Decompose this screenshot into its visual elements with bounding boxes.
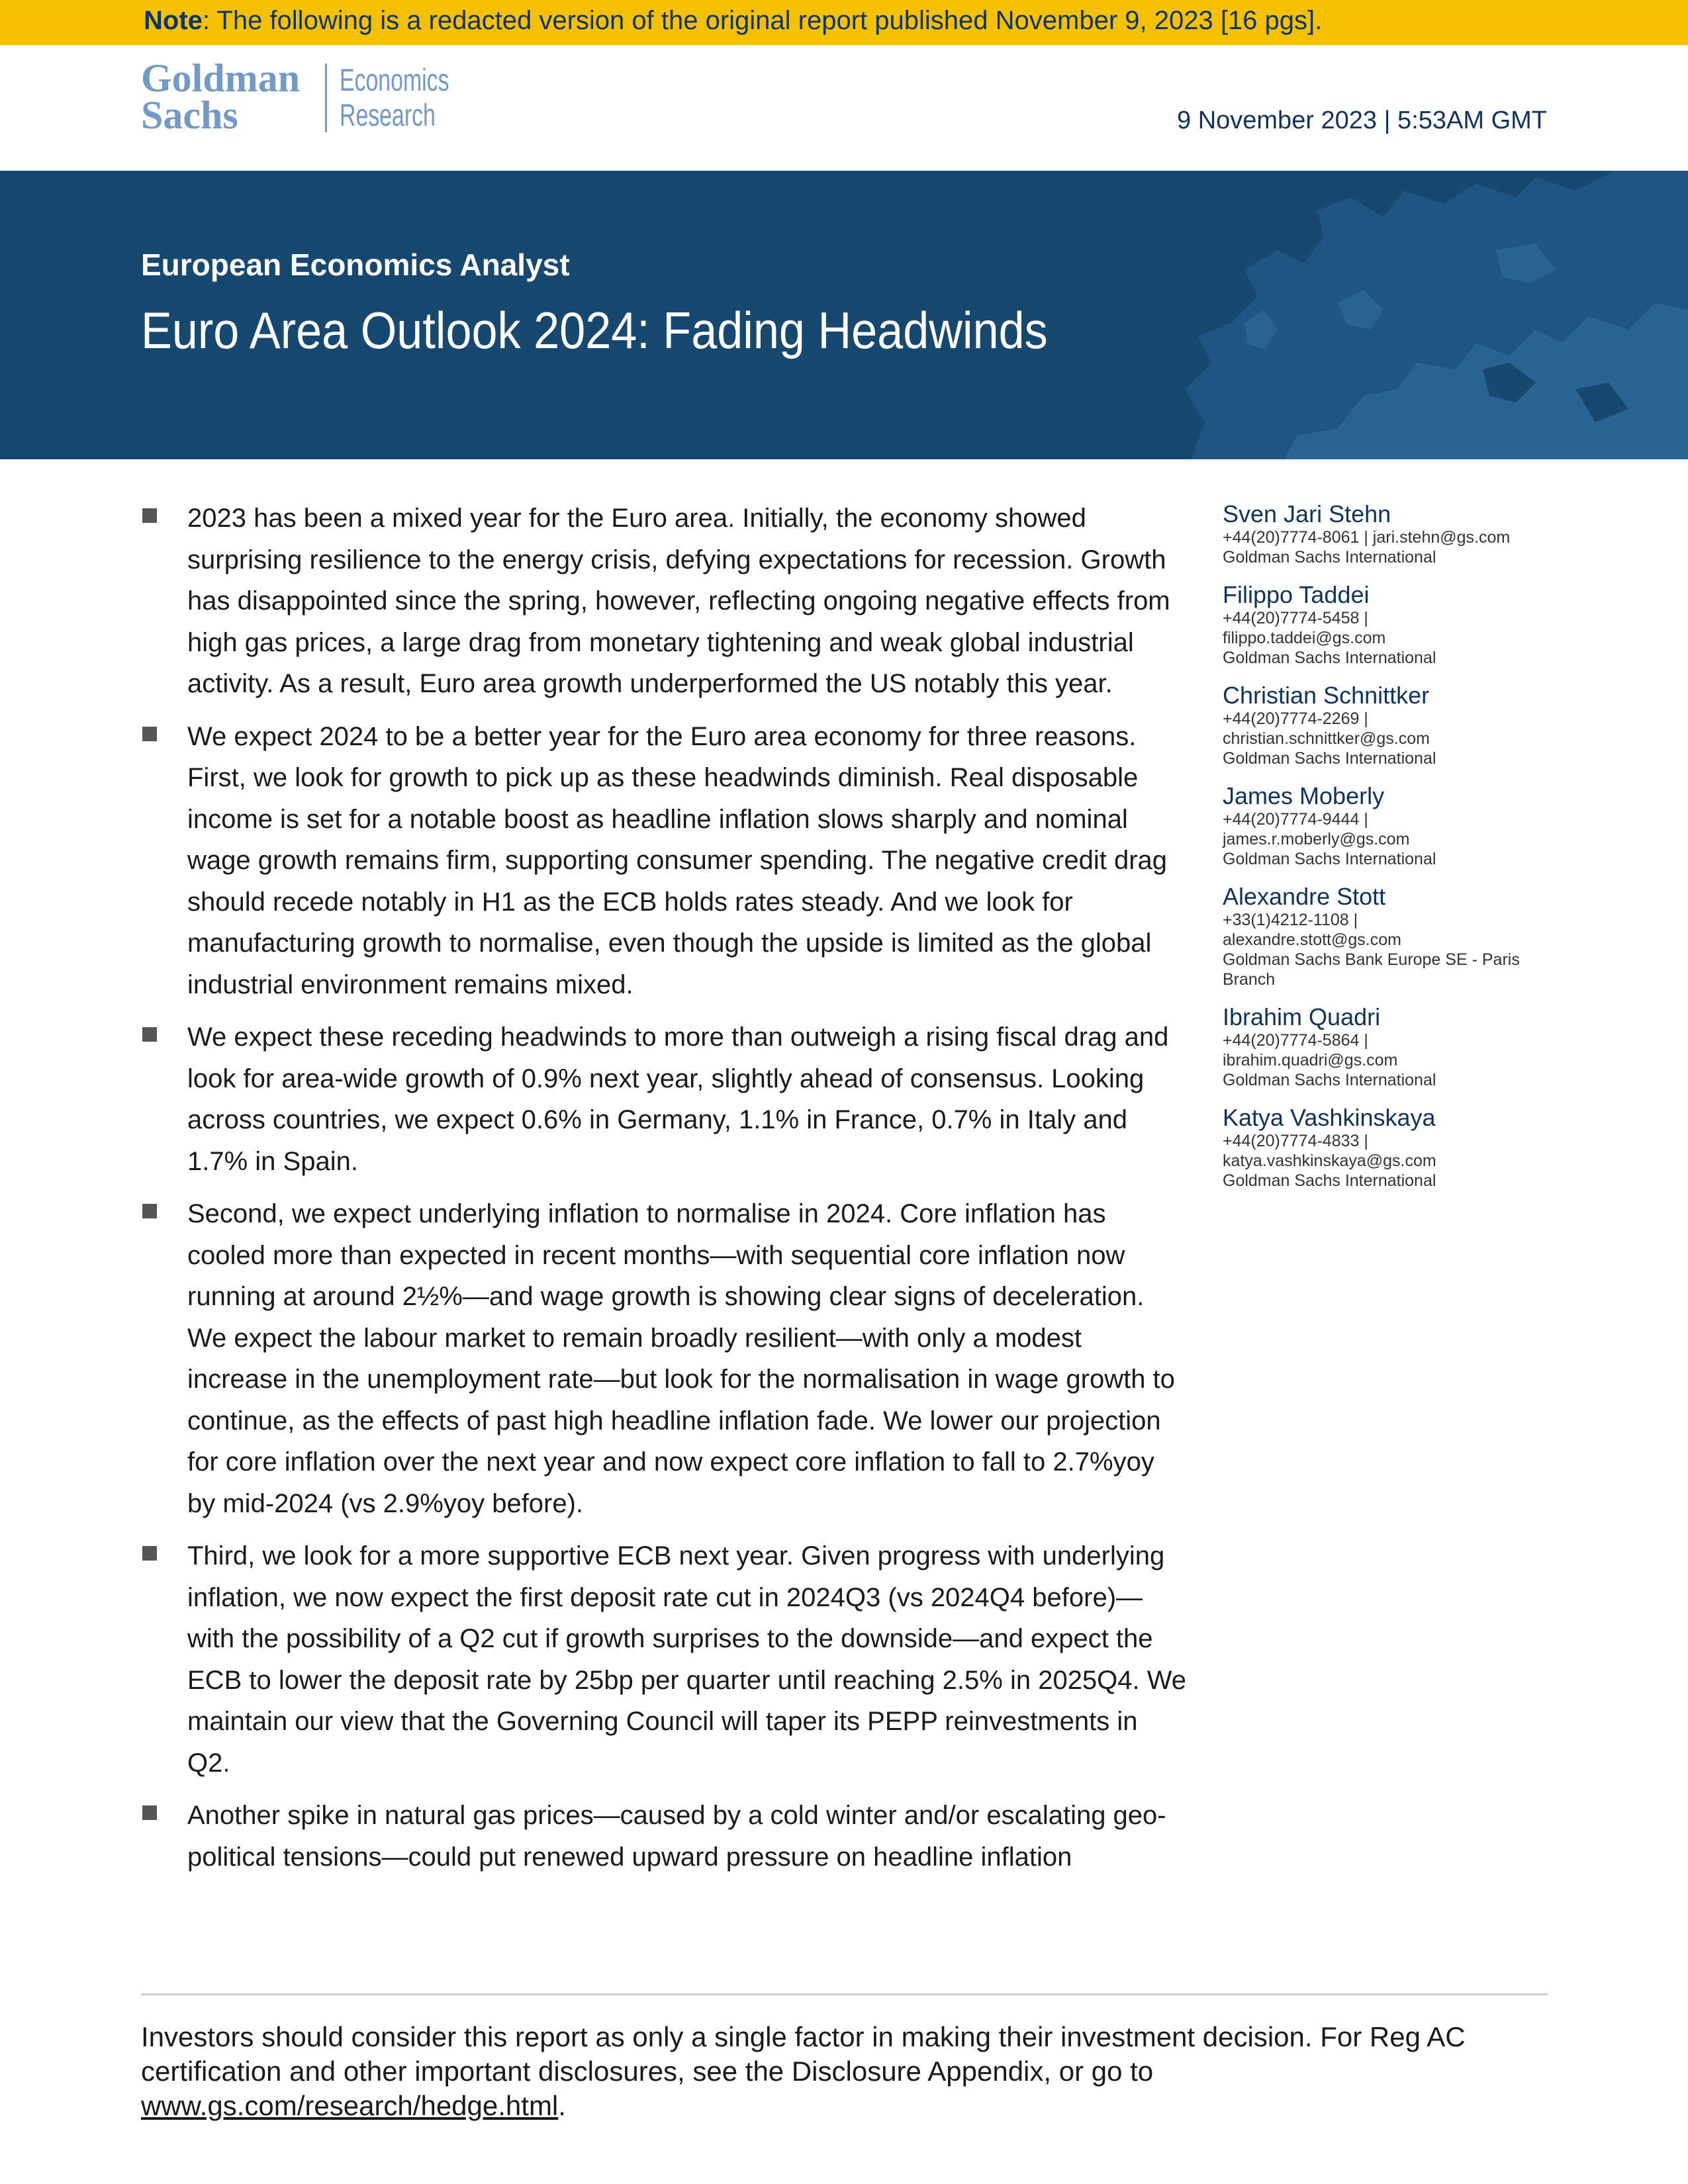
author-card bbox=[1223, 884, 1554, 989]
disclaimer bbox=[141, 2020, 1548, 2123]
logo-divider bbox=[325, 64, 327, 132]
note-bar bbox=[0, 0, 1688, 45]
goldman-sachs-logo bbox=[141, 56, 459, 137]
author-contact-line: ibrahim.quadri@gs.com bbox=[1223, 1051, 1398, 1069]
logo-line-2: Sachs bbox=[141, 93, 238, 137]
bullet-text: 2023 has been a mixed year for the Euro area. Initially, the economy showed surprising resilience to the energy crisis, defying expectations for recession. Growth has disappointed since the spring, however, reflecting ongoing negative effects from high gas prices, a large drag from monetary tightening and weak global industrial activity. As a result, Euro area growth underperformed the US notably this year. bbox=[187, 504, 1170, 698]
author-contact-line: Goldman Sachs International bbox=[1223, 1071, 1436, 1089]
square-bullet-icon bbox=[142, 1805, 157, 1820]
logo-wordmark bbox=[141, 56, 301, 137]
report-series: European Economics Analyst bbox=[141, 248, 570, 282]
square-bullet-icon bbox=[142, 1204, 157, 1218]
square-bullet-icon bbox=[142, 508, 157, 523]
bullet-text: Another spike in natural gas prices—caused by a cold winter and/or escalating geo-political tensions—could put renewed upward pressure on headline inflation bbox=[187, 1801, 1166, 1872]
logo-unit-line-2: Research bbox=[340, 97, 436, 132]
disclosure-link[interactable]: www.gs.com/research/hedge.html bbox=[141, 2090, 559, 2121]
square-bullet-icon bbox=[142, 1027, 157, 1042]
author-contact-line: Branch bbox=[1223, 970, 1276, 989]
author-name: Alexandre Stott bbox=[1223, 883, 1386, 910]
author-contact-line: +44(20)7774-5458 | bbox=[1223, 609, 1368, 627]
author-contact-line: Goldman Sachs International bbox=[1223, 1171, 1436, 1190]
author-contact-line: +44(20)7774-5864 | bbox=[1223, 1031, 1368, 1050]
author-contact-line: +33(1)4212-1108 | bbox=[1223, 911, 1358, 929]
author-contact-line: christian.schnittker@gs.com bbox=[1223, 729, 1430, 748]
summary-bullets bbox=[141, 498, 1187, 1889]
bullet-item bbox=[141, 1795, 1187, 1878]
author-name: Christian Schnittker bbox=[1223, 682, 1430, 709]
bullet-text: We expect 2024 to be a better year for the Euro area economy for three reasons. First, we look for growth to pick up as these headwinds diminish. Real disposable income is set for a notable boost as headline inflation slows sharply and nominal wage growth remains firm, supporting consumer spending. The negative credit drag should recede notably in H1 as the ECB holds rates steady. And we look for manufacturing growth to normalise, even though the upside is limited as the global industrial environment remains mixed. bbox=[187, 721, 1168, 999]
europe-map-icon bbox=[1165, 171, 1688, 459]
report-title: Euro Area Outlook 2024: Fading Headwinds bbox=[141, 301, 1048, 359]
bullet-text: Second, we expect underlying inflation to normalise in 2024. Core inflation has cooled more than expected in recent months—with sequential core inflation now running at around 2½%—and wage growth is showing clear signs of deceleration. We expect the labour market to remain broadly resilient—with only a modest increase in the unemployment rate—but look for the normalisation in wage growth to continue, as the effects of past high headline inflation fade. We lower our projection for core inflation over the next year and now expect core inflation to fall to 2.7%yoy by mid-2024 (vs 2.9%yoy before). bbox=[187, 1199, 1175, 1518]
disclaimer-text: Investors should consider this report as only a single factor in making their investment decision. For Reg AC certification and other important disclosures, see the Disclosure Appendix, or go to bbox=[141, 2021, 1466, 2087]
author-name: James Moberly bbox=[1223, 782, 1385, 809]
bullet-item bbox=[141, 1535, 1187, 1784]
disclaimer-end: . bbox=[558, 2090, 566, 2121]
title-banner bbox=[0, 171, 1688, 459]
bullet-text: We expect these receding headwinds to more than outweigh a rising fiscal drag and look for area-wide growth of 0.9% next year, slightly ahead of consensus. Looking across countries, we expect 0.6% in Germany, 1.1% in France, 0.7% in Italy and 1.7% in Spain. bbox=[187, 1023, 1169, 1176]
author-contact-line: katya.vashkinskaya@gs.com bbox=[1223, 1152, 1436, 1170]
author-card bbox=[1223, 582, 1554, 668]
author-contact-line: filippo.taddei@gs.com bbox=[1223, 629, 1386, 647]
author-card bbox=[1223, 783, 1554, 869]
author-contact-line: alexandre.stott@gs.com bbox=[1223, 931, 1401, 949]
author-card bbox=[1223, 1105, 1554, 1191]
author-name: Sven Jari Stehn bbox=[1223, 500, 1391, 527]
author-card bbox=[1223, 682, 1554, 768]
logo-line-1: Goldman bbox=[141, 56, 301, 100]
author-contact-line: Goldman Sachs Bank Europe SE - Paris bbox=[1223, 950, 1520, 969]
author-contact-line: Goldman Sachs International bbox=[1223, 649, 1436, 667]
footer-divider bbox=[141, 1993, 1548, 1995]
bullet-text: Third, we look for a more supportive ECB next year. Given progress with underlying inflation, we now expect the first deposit rate cut in 2024Q3 (vs 2024Q4 before)—with the possibility of a Q2 cut if growth surprises to the downside—and expect the ECB to lower the deposit rate by 25bp per quarter until reaching 2.5% in 2025Q4. We maintain our view that the Governing Council will taper its PEPP reinvestments in Q2. bbox=[187, 1541, 1187, 1778]
author-contact-line: +44(20)7774-8061 | jari.stehn@gs.com bbox=[1223, 528, 1511, 547]
note-text bbox=[144, 6, 1322, 36]
author-contact-line: Goldman Sachs International bbox=[1223, 850, 1436, 868]
author-card bbox=[1223, 501, 1554, 567]
author-contact-line: +44(20)7774-4833 | bbox=[1223, 1132, 1368, 1150]
author-contact-line: +44(20)7774-2269 | bbox=[1223, 709, 1368, 728]
note-label: Note bbox=[144, 6, 203, 35]
report-date: 9 November 2023 | 5:53AM GMT bbox=[1177, 107, 1547, 134]
author-name: Katya Vashkinskaya bbox=[1223, 1104, 1436, 1131]
note-body: : The following is a redacted version of the original report published November 9, 2023 [16 pgs]. bbox=[202, 6, 1323, 35]
logo-unit bbox=[340, 62, 449, 132]
square-bullet-icon bbox=[142, 1546, 157, 1561]
author-name: Ibrahim Quadri bbox=[1223, 1003, 1381, 1030]
bullet-item bbox=[141, 716, 1187, 1006]
bullet-item bbox=[141, 1017, 1187, 1182]
author-contact-line: Goldman Sachs International bbox=[1223, 749, 1436, 768]
bullet-item bbox=[141, 498, 1187, 705]
author-list bbox=[1223, 501, 1554, 1205]
author-name: Filippo Taddei bbox=[1223, 581, 1370, 608]
logo-unit-line-1: Economics bbox=[340, 62, 449, 97]
author-card bbox=[1223, 1004, 1554, 1090]
square-bullet-icon bbox=[142, 727, 157, 741]
bullet-item bbox=[141, 1193, 1187, 1524]
author-contact-line: Goldman Sachs International bbox=[1223, 548, 1436, 567]
author-contact-line: james.r.moberly@gs.com bbox=[1223, 830, 1410, 848]
author-contact-line: +44(20)7774-9444 | bbox=[1223, 810, 1368, 829]
